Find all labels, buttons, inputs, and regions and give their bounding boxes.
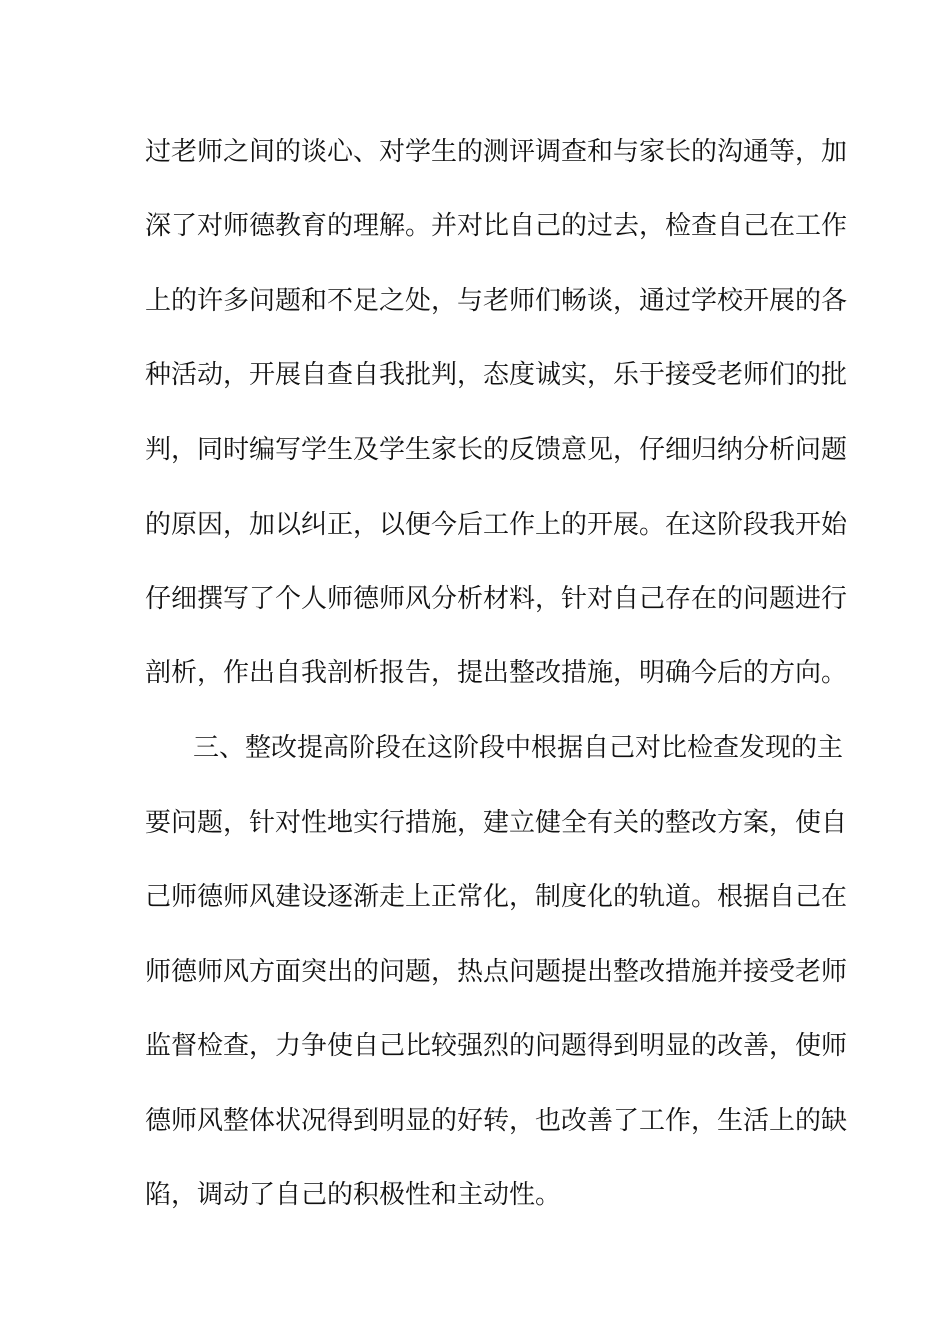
text-line: 上的许多问题和不足之处，与老师们畅谈，通过学校开展的各 (145, 286, 848, 316)
text-line: 的原因，加以纠正，以便今后工作上的开展。在这阶段我开始 (145, 510, 848, 540)
text-line: 剖析，作出自我剖析报告，提出整改措施，明确今后的方向。 (145, 658, 848, 688)
text-line: 仔细撰写了个人师德师风分析材料，针对自己存在的问题进行 (145, 584, 848, 614)
text-line: 过老师之间的谈心、对学生的测评调查和与家长的沟通等，加 (145, 137, 848, 167)
text-line: 种活动，开展自查自我批判，态度诚实，乐于接受老师们的批 (145, 360, 848, 390)
text-line: 师德师风方面突出的问题，热点问题提出整改措施并接受老师 (145, 957, 848, 987)
text-line: 判，同时编写学生及学生家长的反馈意见，仔细归纳分析问题 (145, 435, 848, 465)
text-line: 要问题，针对性地实行措施，建立健全有关的整改方案，使自 (145, 808, 848, 838)
text-line: 己师德师风建设逐渐走上正常化，制度化的轨道。根据自己在 (145, 882, 848, 912)
text-line: 监督检查，力争使自己比较强烈的问题得到明显的改善，使师 (145, 1031, 848, 1061)
text-line: 深了对师德教育的理解。并对比自己的过去，检查自己在工作 (145, 211, 848, 241)
text-line: 德师风整体状况得到明显的好转，也改善了工作，生活上的缺 (145, 1106, 848, 1136)
text-line: 陷，调动了自己的积极性和主动性。 (145, 1180, 562, 1210)
paragraph-start-line: 三、整改提高阶段在这阶段中根据自己对比检查发现的主 (193, 733, 844, 763)
